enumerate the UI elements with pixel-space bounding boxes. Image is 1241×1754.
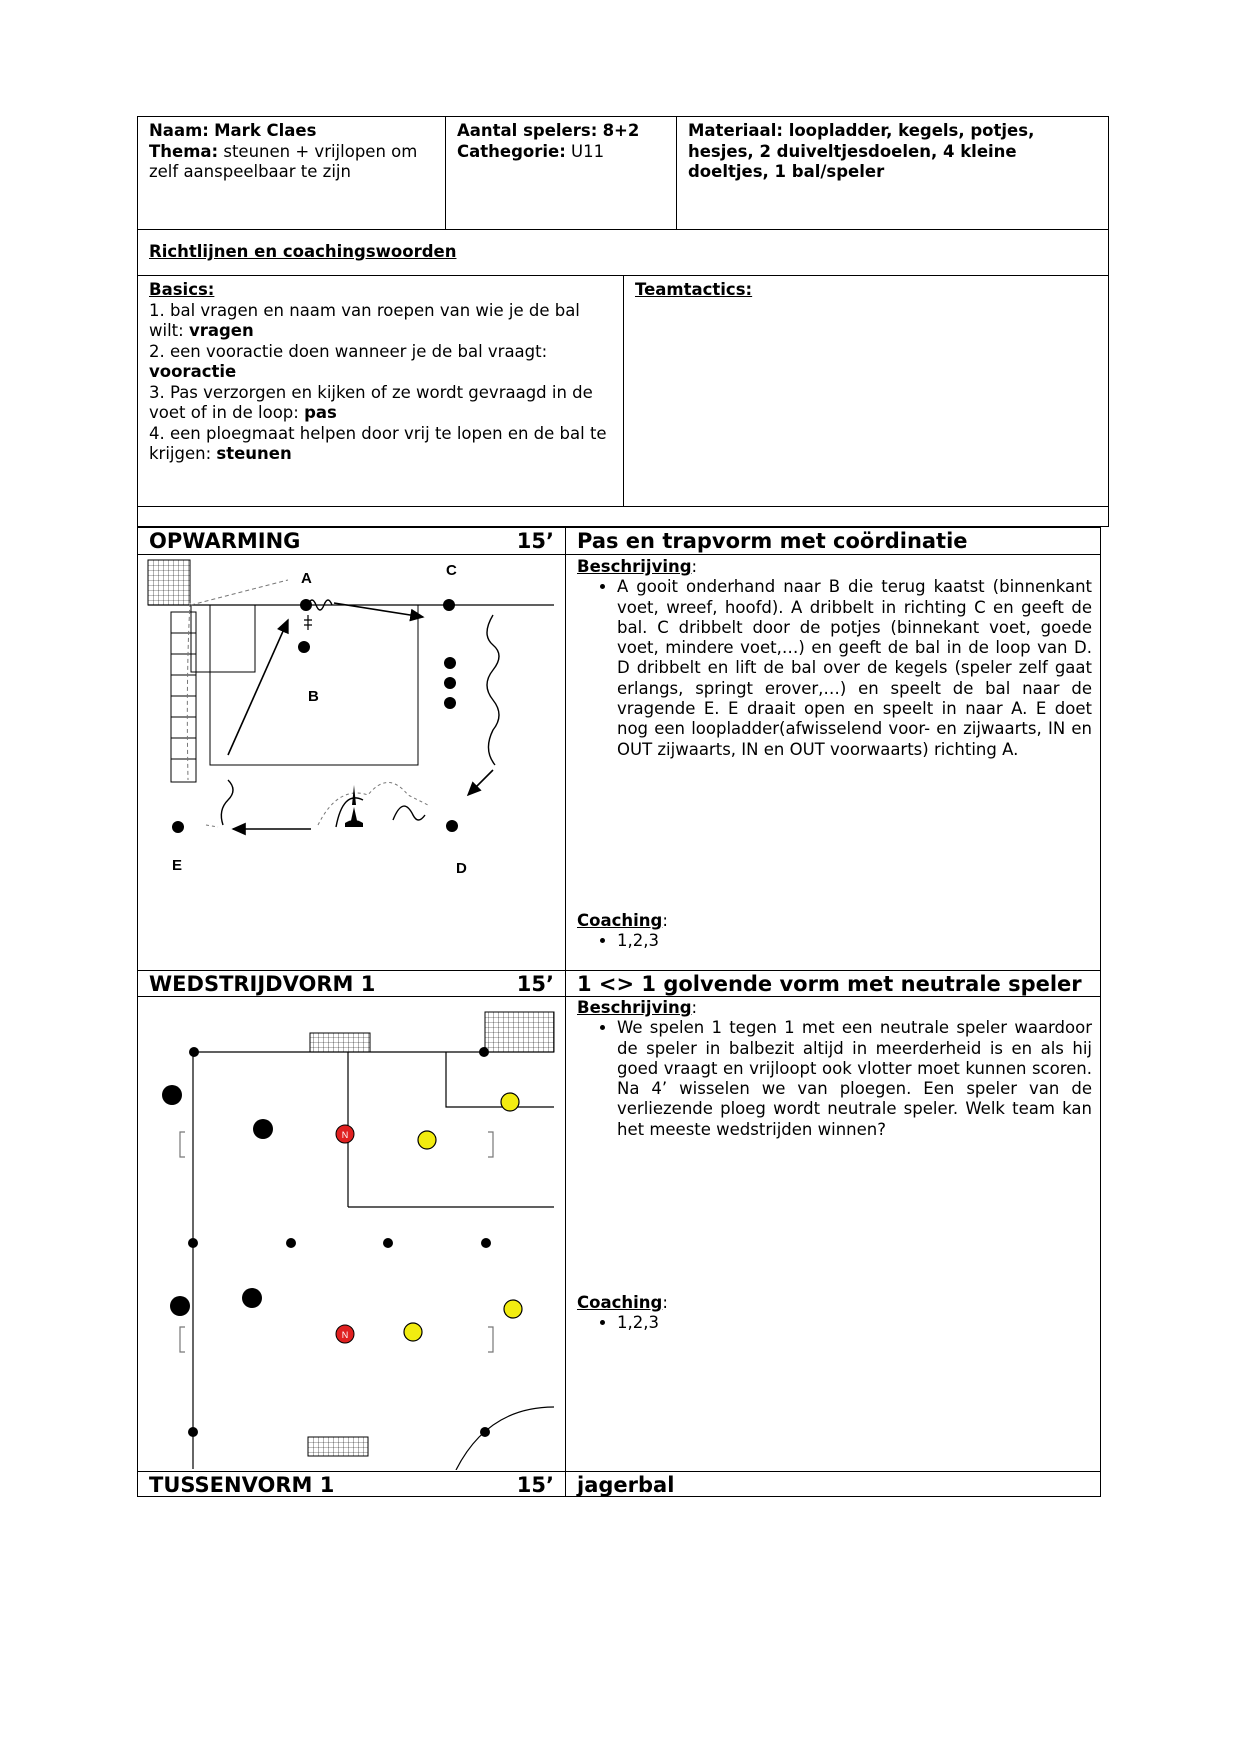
basics-item: 1. bal vragen en naam van roepen van wie je de bal wilt: vragen xyxy=(149,300,580,340)
yellow-player xyxy=(418,1131,436,1149)
basics-item: 2. een vooractie doen wanneer je de bal vraagt: vooractie xyxy=(149,341,548,381)
teamtactics-heading: Teamtactics: xyxy=(635,280,753,299)
spelers-value: 8+2 xyxy=(602,121,640,140)
section-name: TUSSENVORM 1 15’ xyxy=(149,1473,554,1497)
section-name: WEDSTRIJDVORM 1 15’ xyxy=(149,972,554,996)
materiaal-cell: Materiaal: loopladder, kegels, potjes, hesjes, 2 duiveltjesdoelen, 4 kleine doeltjes, 1 bal/speler xyxy=(688,121,1035,181)
basics-item: 4. een ploegmaat helpen door vrij te lopen en de bal te krijgen: steunen xyxy=(149,423,607,463)
beschrijving-label: Beschrijving xyxy=(577,998,692,1017)
coaching-text: • 1,2,3 xyxy=(617,931,1092,951)
name-theme-cell xyxy=(138,117,444,187)
ladder-graphic xyxy=(171,612,196,782)
label-e: E xyxy=(172,857,183,874)
label-b: B xyxy=(308,688,319,705)
basics-title: Basics: xyxy=(149,280,215,299)
section-title: Pas en trapvorm met coördinatie xyxy=(577,529,968,553)
cat-value: U11 xyxy=(565,141,605,161)
section-title: 1 <> 1 golvende vorm met neutrale speler xyxy=(577,972,1082,996)
coaching-label: Coaching xyxy=(577,1293,663,1312)
coaching-cell: Coaching: • 1,2,3 xyxy=(577,1293,1092,1334)
coaching-label: Coaching xyxy=(577,911,663,930)
black-player xyxy=(253,1119,273,1139)
goal-grid xyxy=(485,1012,554,1052)
section-minutes: 15’ xyxy=(516,529,554,553)
goal-grid xyxy=(310,1033,370,1052)
basics-cell xyxy=(138,276,622,469)
goal-grid xyxy=(308,1437,368,1456)
yellow-player xyxy=(404,1323,422,1341)
yellow-player xyxy=(504,1300,522,1318)
label-a: A xyxy=(301,570,312,587)
player-b xyxy=(298,641,310,653)
player-d xyxy=(446,820,458,832)
section-title: jagerbal xyxy=(577,1473,675,1497)
spelers-label: Aantal spelers: xyxy=(457,121,598,140)
coaching-text: • 1,2,3 xyxy=(617,1313,1092,1333)
neutral-label: N xyxy=(341,1130,349,1140)
thema-label: Thema: xyxy=(149,141,219,161)
players-cell xyxy=(446,117,675,166)
richtlijnen-heading: Richtlijnen en coachingswoorden xyxy=(149,242,457,261)
player-e xyxy=(172,821,184,833)
description-cell: Beschrijving: • We spelen 1 tegen 1 met een neutrale speler waardoor de speler in balbezit altijd in meerderheid is en als hij goed vraagt en vrijloopt ook vlotter moet kunnen scoren. Na 4’ wisselen we van ploegen. Een speler van de verliezende ploeg wordt neutrale speler. Welk team kan het meeste wedstrijden winnen? xyxy=(577,998,1092,1140)
coaching-cell: Coaching: • 1,2,3 xyxy=(577,911,1092,952)
warmup-diagram xyxy=(138,555,564,969)
section-minutes: 15’ xyxy=(516,972,554,996)
section-name: OPWARMING 15’ xyxy=(149,529,554,553)
naam-value: Mark Claes xyxy=(214,121,317,140)
label-c: C xyxy=(446,562,457,579)
description-text: • We spelen 1 tegen 1 met een neutrale speler waardoor de speler in balbezit altijd in meerderheid is en als hij goed vraagt en vrijloopt ook vlotter moet kunnen scoren. Na 4’ wisselen we van ploegen. Een speler van de verliezende ploeg wordt neutrale speler. Welk team kan het meeste wedstrijden winnen? xyxy=(617,1018,1092,1140)
basics-item: 3. Pas verzorgen en kijken of ze wordt gevraagd in de voet of in de loop: pas xyxy=(149,382,593,422)
goal-grid xyxy=(148,560,190,605)
cat-label: Cathegorie: xyxy=(457,141,566,161)
thema-value: steunen + vrijlopen om zelf aanspeelbaar te zijn xyxy=(149,141,418,181)
naam-label: Naam: xyxy=(149,121,209,140)
yellow-player xyxy=(501,1093,519,1111)
label-d: D xyxy=(456,860,467,877)
cone-icon xyxy=(345,785,363,827)
black-player xyxy=(242,1288,262,1308)
section-minutes: 15’ xyxy=(516,1473,554,1497)
match-diagram xyxy=(138,997,564,1470)
neutral-label: N xyxy=(341,1330,349,1340)
beschrijving-label: Beschrijving xyxy=(577,557,692,576)
black-player xyxy=(162,1085,182,1105)
description-cell: Beschrijving: • A gooit onderhand naar B die terug kaatst (binnenkant voet, wreef, hoofd). A dribbelt in richting C en geeft de bal. C dribbelt door de potjes (binnekant voet, goede voet, mindere voet,…) en geeft de bal in de loop van D. D dribbelt en lift de bal over de kegels (speler zelf gaat erlangs, springt erover,…) en speelt de bal naar de vragende E. E draait open en speelt in naar A. E doet nog een loopladder(afwisselend voor- en zijwaarts, IN en OUT zijwaarts, IN en OUT voorwaarts) richting A. xyxy=(577,557,1092,760)
player-c xyxy=(443,599,455,611)
player-a xyxy=(300,599,312,611)
description-text: • A gooit onderhand naar B die terug kaatst (binnenkant voet, wreef, hoofd). A dribbelt in richting C en geeft de bal. C dribbelt door de potjes (binnekant voet, goede voet, mindere voet,…) en geeft de bal in de loop van D. D dribbelt en lift de bal over de kegels (speler zelf gaat erlangs, springt erover,…) en speelt de bal naar de vragende E. E draait open en speelt in naar A. E doet nog een loopladder(afwisselend voor- en zijwaarts, IN en OUT zijwaarts, IN en OUT voorwaarts) richting A. xyxy=(617,577,1092,760)
black-player xyxy=(170,1296,190,1316)
